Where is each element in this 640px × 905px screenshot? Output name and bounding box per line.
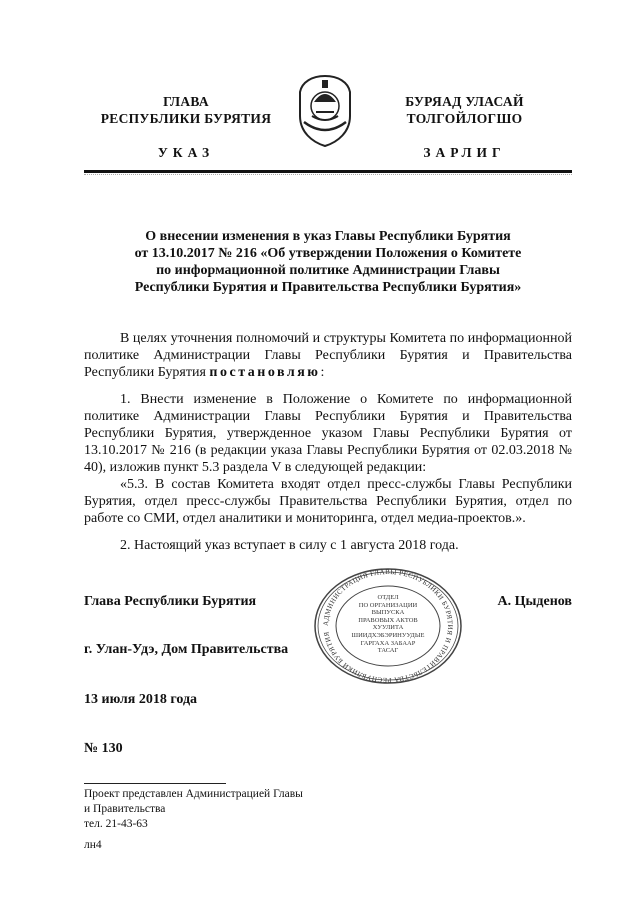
stamp-line3: ВЫПУСКА: [371, 609, 405, 617]
signer-name: А. Цыденов: [497, 594, 572, 609]
decree-number: № 130: [84, 741, 123, 756]
decree-title: [84, 228, 572, 296]
issuer-left-line1: ГЛАВА: [163, 94, 209, 109]
footer-line2: и Правительства: [84, 803, 166, 815]
item-1: 1. Внести изменение в Положение о Комитете по информационной политике Администрации Главы Республики Бурятия и Правительства Республики Бурятия, утвержденное указом Главы Республики Бурятия от 13.10.2017 № 216 (в редакции указа Главы Республики Бурятия от 02.03.2018 № 40), изложив пункт 5.3 раздела V в следующей редакции:: [84, 392, 572, 475]
title-line1: О внесении изменения в указ Главы Республики Бурятия: [145, 229, 511, 244]
decree-body: [84, 330, 572, 554]
title-line4: Республики Бурятия и Правительства Республики Бурятия»: [134, 280, 522, 295]
footer-code: лн4: [84, 839, 102, 851]
title-line2: от 13.10.2017 № 216 «Об утверждении Положения о Комитете: [134, 246, 522, 261]
footer-line1: Проект представлен Администрацией Главы: [84, 788, 303, 800]
official-stamp: [312, 567, 464, 685]
footer-line3: тел. 21-43-63: [84, 818, 148, 830]
issuer-left: [96, 93, 276, 127]
signing-date: 13 июля 2018 года: [84, 692, 198, 707]
stamp-line5: ХУУЛИТА: [372, 624, 404, 632]
header-divider: [84, 170, 572, 173]
stamp-line4: ПРАВОВЫХ АКТОВ: [358, 616, 418, 624]
issuer-right-line2: ТОЛГОЙЛОГШО: [406, 111, 523, 126]
stamp-ring-text: АДМИНИСТРАЦИЯ ГЛАВЫ РЕСПУБЛИКИ БУРЯТИЯ И ПРАВИТЕЛЬСТВА РЕСПУБЛИКИ БУРЯТИЯ: [321, 567, 455, 685]
decree-word: постановляю: [209, 365, 321, 380]
stamp-line7: ГАРГАХА ЗАБААР: [360, 639, 416, 647]
item-1-quote: «5.3. В состав Комитета входят отдел пресс-службы Главы Республики Бурятия, отдел пресс-службы Правительства Республики Бурятия, отдел по работе со СМИ, отдел аналитики и мониторинга, отдел медиа-проектов.».: [84, 477, 572, 526]
footer-divider: [84, 783, 226, 784]
doc-type-left: УКАЗ: [157, 145, 215, 160]
title-line3: по информационной политике Администрации Главы: [156, 263, 500, 278]
footer-note: [84, 787, 303, 853]
issuer-right-line1: БУРЯАД УЛАСАЙ: [405, 94, 524, 109]
stamp-line2: ПО ОРГАНИЗАЦИИ: [358, 601, 418, 609]
issuer-right: [382, 93, 547, 127]
signing-place: г. Улан-Удэ, Дом Правительства: [84, 642, 289, 657]
header-dotted-line: [84, 174, 572, 175]
issuer-left-line2: РЕСПУБЛИКИ БУРЯТИЯ: [100, 111, 272, 126]
doc-type-right: ЗАРЛИГ: [423, 145, 506, 160]
coat-of-arms-icon: [292, 72, 358, 150]
signer-position: Глава Республики Бурятия: [84, 594, 257, 609]
stamp-center-text: [348, 594, 428, 655]
stamp-line8: ТАСАГ: [377, 647, 399, 655]
item-2: 2. Настоящий указ вступает в силу с 1 августа 2018 года.: [120, 538, 459, 553]
stamp-line1: ОТДЕЛ: [377, 594, 399, 601]
stamp-line6: ШИИДХЭБЭРИНУУДЫЕ: [351, 631, 425, 639]
preamble: В целях уточнения полномочий и структуры Комитета по информационной политике Администрации Главы Республики Бурятия и Правительства Республики Бурятия постановляю:: [84, 331, 572, 380]
